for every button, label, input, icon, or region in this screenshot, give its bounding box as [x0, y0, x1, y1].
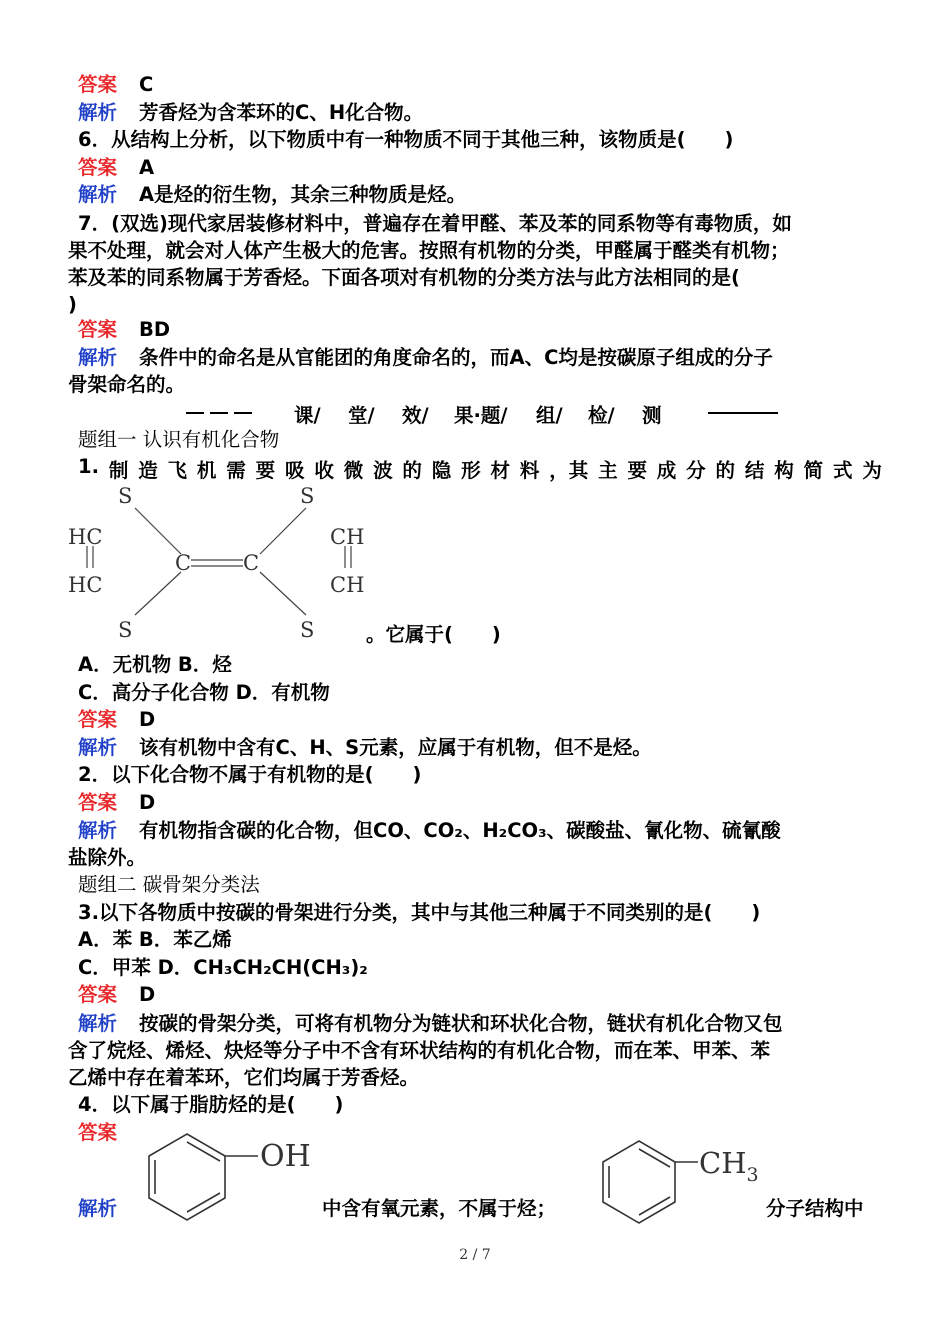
- q1-word: 飞: [167, 459, 188, 482]
- q1-word: 的: [715, 459, 736, 482]
- group-title: 题组一 认识有机化合物: [78, 428, 280, 451]
- inner-bond: [187, 1142, 220, 1161]
- divider-word: 测: [642, 404, 662, 427]
- q1-word: 构: [774, 459, 794, 482]
- explanation-label: 解析: [78, 346, 118, 369]
- q1-word: 材: [490, 459, 511, 482]
- question-7-line-3: 苯及苯的同系物属于芳香烃。下面各项对有机物的分类方法与此方法相同的是(: [68, 266, 740, 289]
- ttf-structure-diagram: [60, 480, 380, 650]
- q1-word: 波: [373, 459, 393, 482]
- question-1-tail: 。它属于( ): [366, 623, 501, 646]
- benzene-ring: [603, 1141, 675, 1223]
- explanation-line: [78, 735, 652, 761]
- question-7-line-4: ): [68, 293, 77, 316]
- q1-word: 需: [226, 459, 246, 482]
- question-3: 3.以下各物质中按碳的骨架进行分类，其中与其他三种属于不同类别的是( ): [78, 901, 761, 924]
- section-divider: [180, 400, 790, 426]
- group-title: 题组二 碳骨架分类法: [78, 873, 260, 896]
- q1-word: 简: [803, 459, 824, 482]
- answer-value: C: [139, 73, 154, 96]
- answer-label: 答案: [78, 791, 118, 814]
- divider-word: 效/: [402, 404, 429, 427]
- atom-label: HC: [68, 525, 103, 549]
- answer-label: 答案: [78, 983, 118, 1006]
- divider-bar: [210, 412, 228, 414]
- q1-word: 吸: [284, 459, 305, 482]
- q1-word: 主: [598, 459, 618, 482]
- bond-line: [260, 508, 306, 554]
- divider-word: 堂/: [348, 404, 375, 427]
- explanation-label: 解析: [78, 736, 118, 759]
- q1-word: 1.: [78, 455, 99, 478]
- atom-label: S: [118, 618, 133, 642]
- phenol-structure: [140, 1128, 330, 1224]
- question-1-line: [78, 455, 882, 483]
- atom-label: C: [243, 551, 260, 575]
- benzene-ring: [149, 1134, 225, 1220]
- q1-word: 的: [402, 459, 422, 482]
- option-line: A．无机物 B．烃: [78, 653, 232, 676]
- bond-line: [135, 572, 181, 615]
- answer-line: [78, 790, 155, 816]
- q1-word: 为: [862, 459, 882, 482]
- explanation-text: 条件中的命名是从官能团的角度命名的，而A、C均是按碳原子组成的分子: [139, 346, 773, 369]
- explanation-label: 解析: [78, 1012, 118, 1035]
- answer-line: [78, 707, 155, 733]
- q1-word: 成: [656, 459, 677, 482]
- answer-label: 答案: [78, 73, 118, 96]
- divider-bar: [186, 412, 204, 414]
- q1-word: 隐: [431, 459, 452, 482]
- explanation-text: 有机物指含碳的化合物，但CO、CO₂、H₂CO₃、碳酸盐、氰化物、硫氰酸: [139, 819, 781, 842]
- answer-line: [78, 317, 170, 343]
- q1-word: 结: [744, 459, 765, 482]
- q1-word: 收: [314, 459, 334, 482]
- q1-word: 料: [519, 459, 540, 482]
- toluene-structure: [595, 1136, 770, 1226]
- question-4: 4．以下属于脂肪烃的是( ): [78, 1093, 344, 1116]
- explanation-label: 解析: [78, 819, 118, 842]
- answer-value: D: [139, 708, 156, 731]
- answer-value: BD: [139, 318, 171, 341]
- atom-label: S: [300, 484, 315, 508]
- q1-word: 式: [832, 459, 853, 482]
- answer-line: [78, 155, 154, 181]
- q1-word: 形: [461, 459, 481, 482]
- explanation-text: 芳香烃为含苯环的C、H化合物。: [139, 101, 424, 124]
- atom-label: CH: [330, 573, 365, 597]
- hydroxyl-label: OH: [260, 1139, 311, 1174]
- answer-label: 答案: [78, 156, 118, 179]
- q1-word: 造: [138, 459, 158, 482]
- answer-line: [78, 1120, 139, 1146]
- explanation-text: 分子结构中: [766, 1197, 864, 1220]
- explanation-label: 解析: [78, 101, 118, 124]
- question-7: [68, 210, 882, 318]
- explanation-line: [78, 1196, 117, 1222]
- q1-word: ，其: [549, 459, 589, 482]
- inner-bond: [187, 1193, 220, 1212]
- inner-bond: [639, 1197, 670, 1215]
- inner-bond: [639, 1149, 670, 1167]
- bond-line: [135, 508, 181, 554]
- explanation-text: 中含有氧元素，不属于烃；: [322, 1197, 557, 1220]
- question-7-line-1: 7．(双选)现代家居装修材料中，普遍存在着甲醛、苯及苯的同系物等有毒物质，如: [78, 212, 792, 235]
- page-number: 2 / 7: [459, 1247, 491, 1263]
- atom-label: S: [118, 484, 133, 508]
- divider-word: 果·题/: [454, 404, 508, 427]
- divider-word: 检/: [588, 404, 615, 427]
- answer-value: A: [139, 156, 155, 179]
- answer-label: 答案: [78, 318, 118, 341]
- divider-bar: [234, 412, 252, 414]
- answer-label: 答案: [78, 1121, 118, 1144]
- explanation-text-cont: 盐除外。: [68, 846, 147, 869]
- question-7-line-2: 果不处理，就会对人体产生极大的危害。按照有机物的分类，甲醛属于醛类有机物；: [68, 239, 790, 262]
- explanation-text: 该有机物中含有C、H、S元素，应属于有机物，但不是烃。: [139, 736, 652, 759]
- option-line: C．甲苯 D．CH₃CH₂CH(CH₃)₂: [78, 956, 368, 979]
- option-line: A．苯 B．苯乙烯: [78, 928, 232, 951]
- question-2: 2．以下化合物不属于有机物的是( ): [78, 763, 422, 786]
- explanation-text: 按碳的骨架分类，可将有机物分为链状和环状化合物，链状有机化合物又包: [139, 1012, 783, 1035]
- answer-value: D: [139, 791, 156, 814]
- divider-word: 课/: [294, 404, 321, 427]
- explanation-label: 解析: [78, 183, 118, 206]
- explanation-line: [78, 182, 466, 208]
- explanation-text: A是烃的衍生物，其余三种物质是烃。: [139, 183, 467, 206]
- q1-word: 微: [343, 459, 364, 482]
- answer-line: [78, 72, 153, 98]
- explanation-text-cont: 骨架命名的。: [68, 373, 186, 396]
- q1-word: 要: [627, 459, 647, 482]
- q1-word: 分: [686, 459, 706, 482]
- question-6: 6．从结构上分析，以下物质中有一种物质不同于其他三种，该物质是( ): [78, 128, 734, 151]
- atom-label: C: [175, 551, 192, 575]
- explanation-line: [78, 100, 423, 126]
- q1-word: 要: [255, 459, 276, 482]
- answer-label: 答案: [78, 708, 118, 731]
- divider-bar: [708, 412, 778, 414]
- explanation-text-cont: 含了烷烃、烯烃、炔烃等分子中不含有环状结构的有机化合物，而在苯、甲苯、苯: [68, 1039, 771, 1062]
- explanation-d2: [68, 817, 882, 871]
- explanation-text-cont: 乙烯中存在着苯环，它们均属于芳香烃。: [68, 1066, 420, 1089]
- explanation-bd: [68, 344, 882, 398]
- answer-value: D: [139, 983, 156, 1006]
- divider-word: 组/: [536, 404, 563, 427]
- bond-line: [260, 572, 306, 615]
- q1-word: 制: [108, 459, 129, 482]
- explanation-d3: [68, 1010, 882, 1091]
- explanation-label: 解析: [78, 1197, 118, 1220]
- q1-word: 机: [196, 459, 217, 482]
- atom-label: CH: [330, 525, 365, 549]
- atom-label: S: [300, 618, 315, 642]
- answer-line: [78, 982, 155, 1008]
- atom-label: HC: [68, 573, 103, 597]
- option-line: C．高分子化合物 D．有机物: [78, 681, 330, 704]
- methyl-label: $CH_3$: [699, 1146, 759, 1186]
